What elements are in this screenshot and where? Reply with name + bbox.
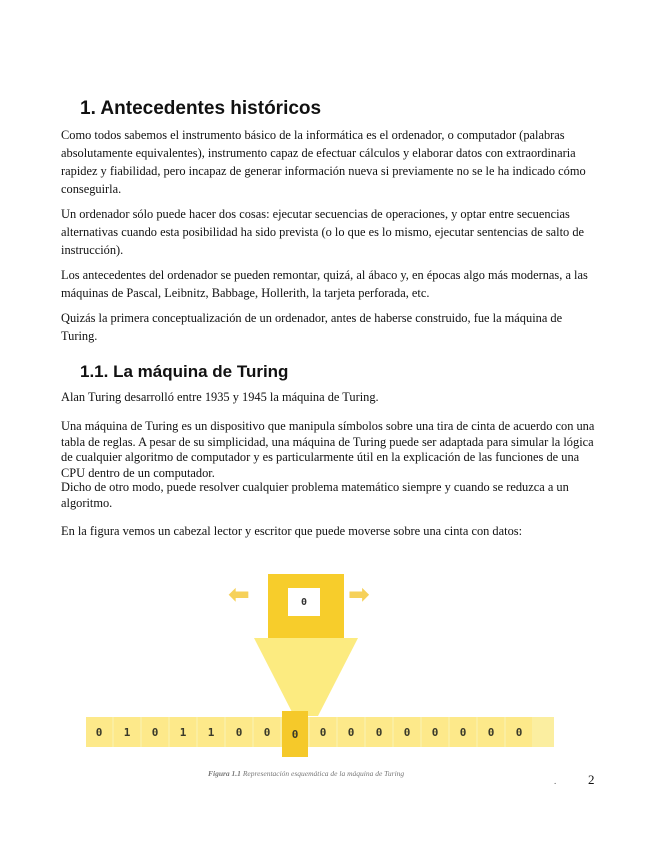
paragraph-figure-intro: En la figura vemos un cabezal lector y escritor que puede moverse sobre una cinta con datos: [61, 524, 523, 538]
arrow-right-icon: ➡ [348, 580, 370, 610]
read-write-head [268, 574, 344, 638]
tape-cell: 0 [422, 717, 448, 747]
tape-cell: 1 [114, 717, 140, 747]
caption-text: Representación esquemática de la máquina de Turing [242, 769, 405, 778]
figure-caption [208, 769, 404, 778]
caption-label: Figura 1.1 [208, 769, 241, 778]
tape-cell: 1 [170, 717, 196, 747]
tape-cell: 1 [198, 717, 224, 747]
tape [86, 717, 554, 747]
footer-dot: . [554, 776, 557, 786]
subsection-heading: 1.1. La máquina de Turing [80, 362, 289, 381]
head-state-value: 0 [288, 588, 320, 616]
tape-cell: 0 [394, 717, 420, 747]
tape-cell: 0 [450, 717, 476, 747]
paragraph-antecedents: Los antecedentes del ordenador se pueden remontar, quizá, al ábaco y, en épocas algo más modernas, a las máquinas de Pascal, Leibnitz, Babbage, Hollerith, la tarjeta perforada, etc. [61, 268, 588, 300]
paragraph-turing-intro: Alan Turing desarrolló entre 1935 y 1945 la máquina de Turing. [61, 390, 379, 404]
tape-cell: 0 [254, 717, 280, 747]
arrow-left-icon: ⬅ [228, 580, 250, 610]
tape-cell-under-head: 0 [282, 711, 308, 757]
paragraph-turing-description: Una máquina de Turing es un dispositivo que manipula símbolos sobre una tira de cinta de acuerdo con una tabla de reglas. A pesar de su simplicidad, una máquina de Turing puede ser adaptada para simular la lógica de cualquier algoritmo de computador y es particularmente útil en la explicación de las funciones de una CPU dentro de un computador. [61, 419, 595, 480]
head-beam [254, 638, 358, 716]
paragraph-conceptualization: Quizás la primera conceptualización de un ordenador, antes de haberse construido, fue la máquina de Turing. [61, 311, 563, 343]
tape-cell: 0 [86, 717, 112, 747]
page-number: 2 [588, 772, 595, 787]
paragraph-turing-algorithm: Dicho de otro modo, puede resolver cualquier problema matemático siempre y cuando se reduzca a un algoritmo. [61, 480, 569, 510]
paragraph-instrument: Como todos sabemos el instrumento básico de la informática es el ordenador, o computador (palabras absolutamente equivalentes), instrumento capaz de efectuar cálculos y elaborar datos con extraordinaria rapidez y fiabilidad, pero incapaz de generar información nueva si previamente no se le ha indicado cómo conseguirla. [61, 128, 586, 196]
tape-cell: 0 [226, 717, 252, 747]
tape-cell: 0 [310, 717, 336, 747]
tape-cell: 0 [338, 717, 364, 747]
tape-cell: 0 [506, 717, 532, 747]
turing-machine-figure [0, 560, 655, 790]
tape-cell: 0 [478, 717, 504, 747]
tape-cell: 0 [142, 717, 168, 747]
section-heading: 1. Antecedentes históricos [80, 98, 322, 119]
tape-cell: 0 [366, 717, 392, 747]
paragraph-operations: Un ordenador sólo puede hacer dos cosas: ejecutar secuencias de operaciones, y optar entre secuencias alternativas cuando esta posibilidad ha sido prevista (o lo que es lo mismo, ejecutar sentencias de salto de instrucción). [61, 207, 585, 257]
